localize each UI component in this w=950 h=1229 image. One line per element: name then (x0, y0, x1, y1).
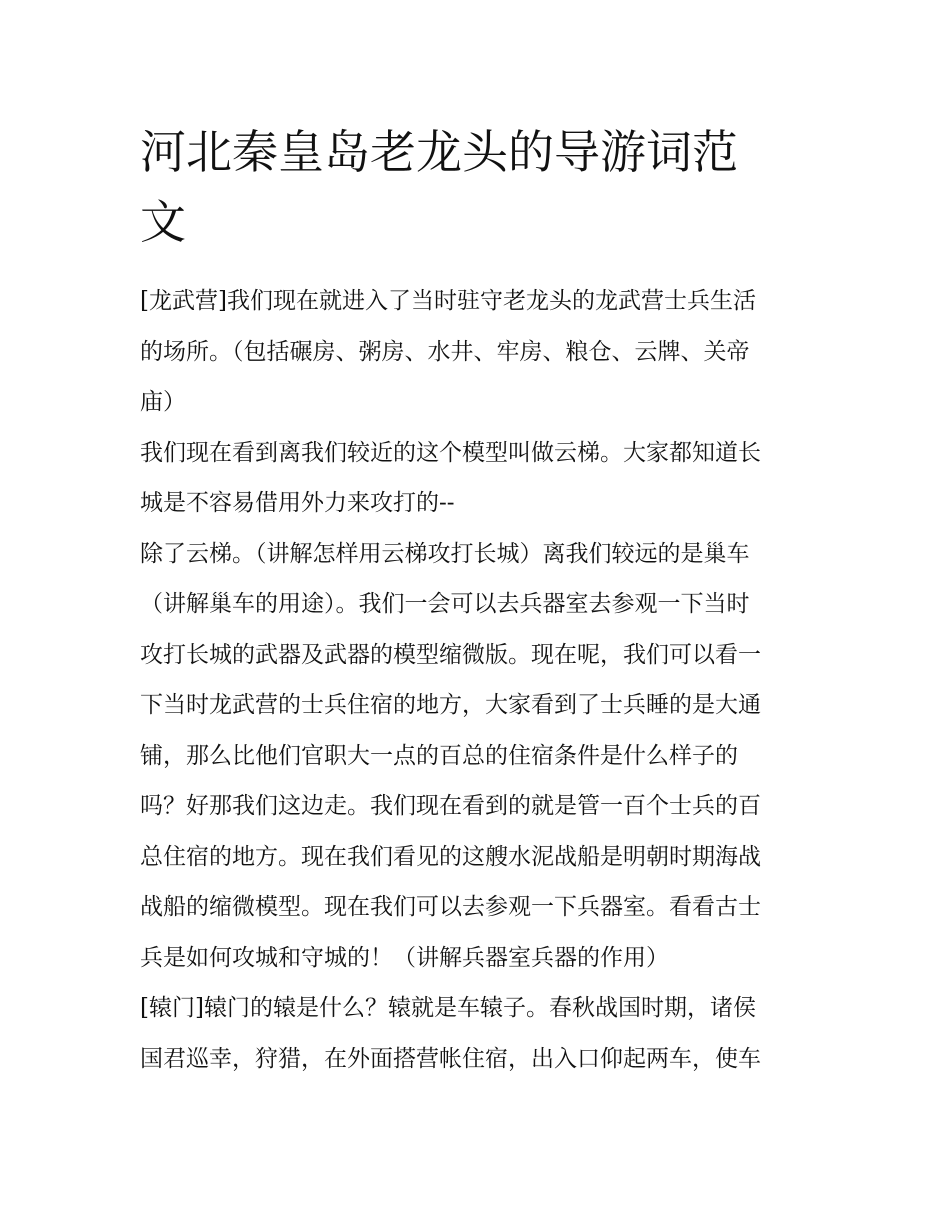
paragraph-yuanmen (140, 983, 830, 1084)
text-line: 除了云梯。（讲解怎样用云梯攻打长城）离我们较远的是巢车 (140, 540, 750, 567)
text-line: 铺，那么比他们官职大一点的百总的住宿条件是什么样子的 (140, 742, 738, 769)
text-line: [龙武营]我们现在就进入了当时驻守老龙头的龙武营士兵生活 (140, 288, 756, 314)
paragraph-chaoche (140, 529, 830, 984)
text-line: （讲解巢车的用途）。我们一会可以去兵器室去参观一下当时 (140, 591, 750, 617)
document-body (140, 276, 830, 1084)
paragraph-longwuying (140, 276, 830, 428)
text-line: 总住宿的地方。现在我们看见的这艘水泥战船是明朝时期海战 (140, 843, 761, 870)
text-line: 的场所。（包括碾房、粥房、水井、牢房、粮仓、云牌、关帝 (140, 338, 750, 365)
text-line: 国君巡幸，狩猎，在外面搭营帐住宿，出入口仰起两车，使车 (140, 1045, 761, 1072)
text-line: 兵是如何攻城和守城的！（讲解兵器室兵器的作用） (140, 944, 669, 971)
text-line: 我们现在看到离我们较近的这个模型叫做云梯。大家都知道长 (140, 439, 761, 466)
paragraph-yunti (140, 428, 830, 529)
text-line: 战船的缩微模型。现在我们可以去参观一下兵器室。看看古士 (140, 894, 761, 920)
title-line: 文 (140, 195, 186, 249)
text-line: 下当时龙武营的士兵住宿的地方，大家看到了士兵睡的是大通 (140, 692, 761, 718)
text-line: 城是不容易借用外力来攻打的-- (140, 490, 455, 516)
text-line: 攻打长城的武器及武器的模型缩微版。现在呢，我们可以看一 (140, 641, 761, 668)
title-line: 河北秦皇岛老龙头的导游词范 (140, 125, 738, 179)
text-line: [辕门]辕门的辕是什么？辕就是车辕子。春秋战国时期，诸侯 (140, 995, 756, 1021)
text-line: 吗？好那我们这边走。我们现在看到的就是管一百个士兵的百 (140, 793, 761, 819)
page-title (140, 117, 830, 257)
text-line: 庙） (140, 389, 186, 415)
